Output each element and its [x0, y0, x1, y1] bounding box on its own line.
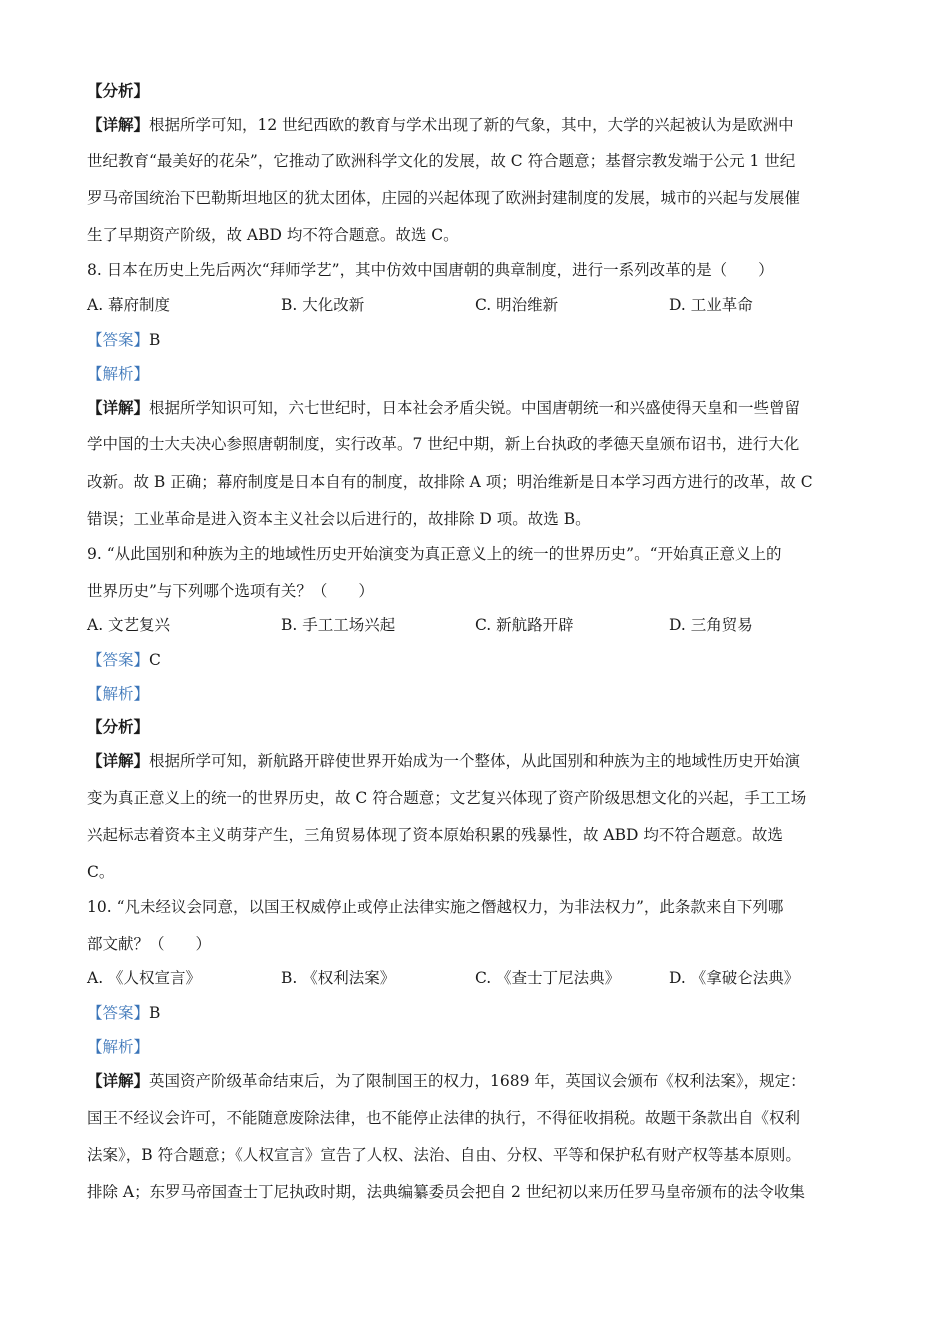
q10-analysis-label: 【解析】	[87, 1038, 150, 1056]
q10-detail-line-4: 排除 A；东罗马帝国查士丁尼执政时期，法典编纂委员会把自 2 世纪初以来历任罗马皇帝颁布的法令收集	[87, 1183, 805, 1201]
q8-question: 8. 日本在历史上先后两次“拜师学艺”，其中仿效中国唐朝的典章制度，进行一系列改革的是（ ）	[87, 261, 774, 279]
q9-detail-label: 【详解】	[87, 751, 150, 770]
q9-question-line-2: 世界历史”与下列哪个选项有关？（ ）	[87, 582, 374, 600]
q9-detail-line-2: 变为真正意义上的统一的世界历史，故 C 符合题意；文艺复兴体现了资产阶级思想文化的兴起，手工工场	[87, 789, 807, 807]
q7-analysis-label: 【分析】	[87, 81, 150, 100]
q9-option-c: C. 新航路开辟	[475, 616, 574, 634]
q7-detail-line-4: 生了早期资产阶级，故 ABD 均不符合题意。故选 C。	[87, 226, 459, 244]
q9-answer-label: 【答案】	[87, 651, 150, 669]
q10-question-line-1: 10. “凡未经议会同意，以国王权威停止或停止法律实施之僭越权力，为非法权力”，此条款来自下列哪	[87, 898, 784, 916]
q9-detail-line-4: C。	[87, 863, 115, 881]
q8-option-d: D. 工业革命	[669, 296, 753, 314]
q8-answer-label: 【答案】	[87, 331, 150, 349]
q10-option-d: D. 《拿破仑法典》	[669, 969, 800, 987]
q9-fenxi-label: 【分析】	[87, 717, 150, 736]
q8-detail-line-2: 学中国的士大夫决心参照唐朝制度，实行改革。7 世纪中期，新上台执政的孝德天皇颁布诏书，进行大化	[87, 435, 800, 453]
q10-detail-line-2: 国王不经议会许可，不能随意废除法律，也不能停止法律的执行，不得征收捐税。故题干条款出自《权利	[87, 1109, 801, 1127]
q8-detail-label: 【详解】	[87, 398, 150, 417]
q9-answer	[87, 650, 161, 670]
q9-detail-line-1: 【详解】根据所学可知，新航路开辟使世界开始成为一个整体，从此国别和种族为主的地域性历史开始演	[87, 751, 801, 770]
q9-option-d: D. 三角贸易	[669, 616, 753, 634]
q9-answer-value: C	[149, 651, 161, 669]
q7-detail-line-1: 【详解】根据所学可知，12 世纪西欧的教育与学术出现了新的气象，其中，大学的兴起被认为是欧洲中	[87, 115, 794, 134]
q9-option-b: B. 手工工场兴起	[281, 616, 396, 634]
q7-detail-line-2: 世纪教育“最美好的花朵”，它推动了欧洲科学文化的发展，故 C 符合题意；基督宗教发端于公元 1 世纪	[87, 152, 796, 170]
q10-option-c: C. 《查士丁尼法典》	[475, 969, 621, 987]
q7-detail-label: 【详解】	[87, 115, 150, 134]
q10-question-line-2: 部文献？（ ）	[87, 935, 212, 953]
q8-option-a: A. 幕府制度	[87, 296, 171, 314]
q9-option-a: A. 文艺复兴	[87, 616, 171, 634]
q10-detail-line-3: 法案》，B 符合题意；《人权宣言》宣告了人权、法治、自由、分权、平等和保护私有财产权等基本原则。	[87, 1146, 801, 1164]
q8-detail-line-3: 改新。故 B 正确；幕府制度是日本自有的制度，故排除 A 项；明治维新是日本学习西方进行的改革，故 C	[87, 473, 813, 491]
q10-option-a: A. 《人权宣言》	[87, 969, 202, 987]
q10-option-b: B. 《权利法案》	[281, 969, 396, 987]
q7-detail-line-3: 罗马帝国统治下巴勒斯坦地区的犹太团体，庄园的兴起体现了欧洲封建制度的发展，城市的兴起与发展催	[87, 189, 801, 207]
q8-analysis-label: 【解析】	[87, 365, 150, 383]
q10-detail-line-1: 【详解】英国资产阶级革命结束后，为了限制国王的权力，1689 年，英国议会颁布《权利法案》，规定：	[87, 1071, 806, 1090]
q8-answer	[87, 330, 160, 350]
q10-answer	[87, 1003, 160, 1023]
q8-detail-line-1: 【详解】根据所学知识可知，六七世纪时，日本社会矛盾尖锐。中国唐朝统一和兴盛使得天皇和一些曾留	[87, 398, 801, 417]
q8-answer-value: B	[149, 331, 161, 349]
q10-answer-value: B	[149, 1004, 161, 1022]
q10-answer-label: 【答案】	[87, 1004, 150, 1022]
q8-detail-line-4: 错误；工业革命是进入资本主义社会以后进行的，故排除 D 项。故选 B。	[87, 510, 591, 528]
q8-option-b: B. 大化改新	[281, 296, 365, 314]
q9-analysis-label: 【解析】	[87, 685, 150, 703]
q8-option-c: C. 明治维新	[475, 296, 559, 314]
q10-detail-label: 【详解】	[87, 1071, 150, 1090]
q9-question-line-1: 9. “从此国别和种族为主的地域性历史开始演变为真正意义上的统一的世界历史”。“开始真正意义上的	[87, 545, 782, 563]
q9-detail-line-3: 兴起标志着资本主义萌芽产生，三角贸易体现了资本原始积累的残暴性，故 ABD 均不符合题意。故选	[87, 826, 783, 844]
